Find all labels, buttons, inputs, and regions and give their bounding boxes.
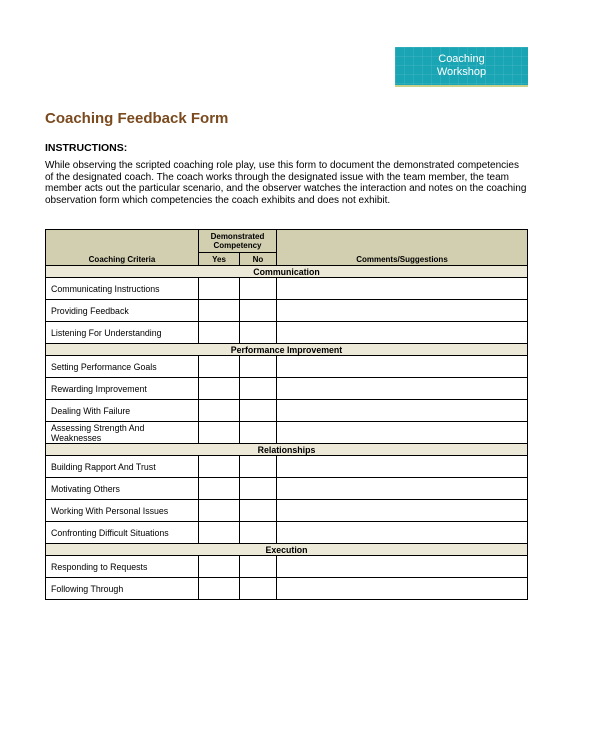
comments-cell[interactable]	[277, 522, 528, 544]
criteria-label: Building Rapport And Trust	[46, 456, 199, 478]
badge-line-2: Workshop	[436, 66, 487, 78]
criteria-label: Rewarding Improvement	[46, 378, 199, 400]
criteria-label: Responding to Requests	[46, 556, 199, 578]
criteria-row	[46, 422, 528, 444]
yes-cell[interactable]	[199, 422, 240, 444]
badge-underline	[395, 85, 528, 87]
criteria-label: Assessing Strength And Weaknesses	[46, 422, 199, 444]
criteria-row	[46, 300, 528, 322]
section-title: Communication	[46, 266, 528, 278]
criteria-row	[46, 522, 528, 544]
section-title: Performance Improvement	[46, 344, 528, 356]
no-cell[interactable]	[240, 378, 277, 400]
comments-cell[interactable]	[277, 478, 528, 500]
comments-cell[interactable]	[277, 400, 528, 422]
criteria-label: Setting Performance Goals	[46, 356, 199, 378]
no-cell[interactable]	[240, 300, 277, 322]
yes-cell[interactable]	[199, 356, 240, 378]
comments-cell[interactable]	[277, 300, 528, 322]
yes-cell[interactable]	[199, 400, 240, 422]
yes-cell[interactable]	[199, 556, 240, 578]
no-cell[interactable]	[240, 578, 277, 600]
yes-cell[interactable]	[199, 300, 240, 322]
criteria-row	[46, 356, 528, 378]
criteria-label: Working With Personal Issues	[46, 500, 199, 522]
yes-cell[interactable]	[199, 578, 240, 600]
comments-cell[interactable]	[277, 278, 528, 300]
criteria-row	[46, 378, 528, 400]
no-cell[interactable]	[240, 456, 277, 478]
header-comments: Comments/Suggestions	[277, 230, 528, 266]
comments-cell[interactable]	[277, 322, 528, 344]
comments-cell[interactable]	[277, 500, 528, 522]
comments-cell[interactable]	[277, 556, 528, 578]
feedback-table	[45, 229, 528, 600]
yes-cell[interactable]	[199, 522, 240, 544]
comments-cell[interactable]	[277, 456, 528, 478]
yes-cell[interactable]	[199, 478, 240, 500]
comments-cell[interactable]	[277, 378, 528, 400]
comments-cell[interactable]	[277, 422, 528, 444]
yes-cell[interactable]	[199, 500, 240, 522]
section-header-row	[46, 444, 528, 456]
no-cell[interactable]	[240, 400, 277, 422]
badge-line-1: Coaching	[438, 53, 485, 65]
comments-cell[interactable]	[277, 578, 528, 600]
yes-cell[interactable]	[199, 278, 240, 300]
header-yes: Yes	[199, 253, 240, 266]
yes-cell[interactable]	[199, 322, 240, 344]
criteria-label: Dealing With Failure	[46, 400, 199, 422]
section-header-row	[46, 544, 528, 556]
criteria-row	[46, 478, 528, 500]
no-cell[interactable]	[240, 556, 277, 578]
no-cell[interactable]	[240, 322, 277, 344]
criteria-row	[46, 278, 528, 300]
header-demonstrated-competency: Demonstrated Competency	[199, 230, 277, 253]
criteria-label: Communicating Instructions	[46, 278, 199, 300]
criteria-row	[46, 578, 528, 600]
instructions-text: While observing the scripted coaching role play, use this form to document the demonstrated competencies of the designated coach. The coach works through the designated issue with the team member, the team member acts out the particular scenario, and the observer watches the interaction and notes on the coaching observation form which competencies the coach exhibits and does not exhibit.	[45, 160, 527, 206]
no-cell[interactable]	[240, 522, 277, 544]
form-title: Coaching Feedback Form	[45, 110, 229, 127]
criteria-label: Confronting Difficult Situations	[46, 522, 199, 544]
criteria-label: Following Through	[46, 578, 199, 600]
section-header-row	[46, 344, 528, 356]
no-cell[interactable]	[240, 422, 277, 444]
no-cell[interactable]	[240, 478, 277, 500]
yes-cell[interactable]	[199, 378, 240, 400]
header-no: No	[240, 253, 277, 266]
no-cell[interactable]	[240, 278, 277, 300]
criteria-row	[46, 400, 528, 422]
section-header-row	[46, 266, 528, 278]
criteria-label: Listening For Understanding	[46, 322, 199, 344]
comments-cell[interactable]	[277, 356, 528, 378]
criteria-row	[46, 322, 528, 344]
criteria-label: Providing Feedback	[46, 300, 199, 322]
section-title: Execution	[46, 544, 528, 556]
no-cell[interactable]	[240, 356, 277, 378]
instructions-heading: INSTRUCTIONS:	[45, 142, 128, 154]
header-coaching-criteria: Coaching Criteria	[46, 230, 199, 266]
no-cell[interactable]	[240, 500, 277, 522]
yes-cell[interactable]	[199, 456, 240, 478]
criteria-label: Motivating Others	[46, 478, 199, 500]
coaching-workshop-badge	[395, 47, 528, 85]
criteria-row	[46, 456, 528, 478]
section-title: Relationships	[46, 444, 528, 456]
criteria-row	[46, 556, 528, 578]
criteria-row	[46, 500, 528, 522]
